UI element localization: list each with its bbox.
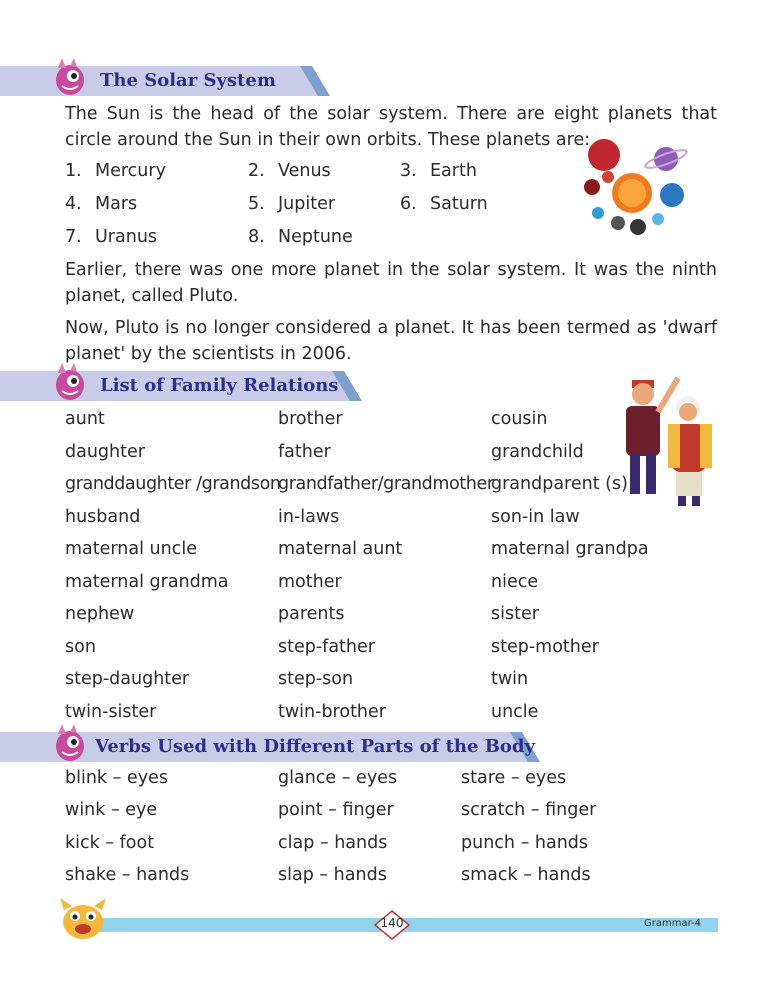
relation-word: parents	[278, 604, 345, 624]
relation-word: nephew	[65, 604, 135, 624]
planet-name: Neptune	[278, 227, 353, 247]
section-title: The Solar System	[100, 70, 276, 91]
relation-word: twin-brother	[278, 702, 386, 722]
relation-word: sister	[491, 604, 539, 624]
item-number: 4.	[65, 194, 82, 214]
page-number-badge	[374, 910, 410, 944]
verb-pair: shake – hands	[65, 865, 190, 885]
relation-word: uncle	[491, 702, 539, 722]
planet-name: Earth	[430, 161, 477, 181]
page-number: 140	[380, 916, 404, 930]
item-number: 1.	[65, 161, 82, 181]
item-number: 7.	[65, 227, 82, 247]
verb-pair: slap – hands	[278, 865, 387, 885]
relation-word: in-laws	[278, 507, 340, 527]
relation-word: twin-sister	[65, 702, 157, 722]
relation-word: step-mother	[491, 637, 599, 657]
relation-word: son	[65, 637, 96, 657]
item-number: 2.	[248, 161, 265, 181]
verb-pair: glance – eyes	[278, 768, 398, 788]
dwarf-planet-paragraph: Now, Pluto is no longer considered a planet. It has been termed as 'dwarf planet' by the scientists in 2006.	[65, 318, 717, 364]
item-number: 5.	[248, 194, 265, 214]
relation-word: niece	[491, 572, 539, 592]
monster-mascot-icon	[50, 363, 88, 407]
relation-word: husband	[65, 507, 141, 527]
planet-name: Venus	[278, 161, 331, 181]
verb-pair: clap – hands	[278, 833, 388, 853]
planet-name: Uranus	[95, 227, 158, 247]
solar-intro-paragraph: The Sun is the head of the solar system. There are eight planets that circle around the Sun in their own orbits. These planets are:	[65, 104, 717, 150]
relation-word: twin	[491, 669, 529, 689]
relation-word: step-daughter	[65, 669, 190, 689]
verb-pair: blink – eyes	[65, 768, 168, 788]
monster-mascot-icon	[50, 58, 88, 102]
relation-word: granddaughter /grandson	[65, 474, 281, 494]
relation-word: mother	[278, 572, 342, 592]
verb-pair: smack – hands	[461, 865, 591, 885]
verb-pair: wink – eye	[65, 800, 158, 820]
solar-system-illustration	[580, 135, 690, 249]
planet-name: Jupiter	[278, 194, 336, 214]
relation-word: grandparent (s)	[491, 474, 628, 494]
verb-pair: scratch – finger	[461, 800, 597, 820]
planet-name: Mars	[95, 194, 138, 214]
verb-pair: punch – hands	[461, 833, 589, 853]
relation-word: maternal grandma	[65, 572, 229, 592]
verb-pair: point – finger	[278, 800, 394, 820]
relation-word: step-father	[278, 637, 375, 657]
relation-word: son-in law	[491, 507, 580, 527]
relation-word: cousin	[491, 409, 548, 429]
item-number: 8.	[248, 227, 265, 247]
pluto-paragraph: Earlier, there was one more planet in the solar system. It was the ninth planet, called Pluto.	[65, 260, 717, 306]
relation-word: daughter	[65, 442, 145, 462]
verb-pair: stare – eyes	[461, 768, 567, 788]
relation-word: aunt	[65, 409, 105, 429]
item-number: 3.	[400, 161, 417, 181]
planet-name: Mercury	[95, 161, 166, 181]
section-title: List of Family Relations	[100, 375, 339, 396]
relation-word: brother	[278, 409, 343, 429]
section-title: Verbs Used with Different Parts of the Body	[95, 736, 535, 757]
grandparents-illustration	[612, 368, 722, 512]
relation-word: step-son	[278, 669, 354, 689]
relation-word: maternal uncle	[65, 539, 197, 559]
relation-word: maternal aunt	[278, 539, 403, 559]
book-title: Grammar-4	[644, 918, 702, 929]
monster-mascot-icon	[50, 724, 88, 768]
relation-word: grandchild	[491, 442, 584, 462]
relation-word: father	[278, 442, 331, 462]
relation-word: maternal grandpa	[491, 539, 649, 559]
relation-word: grandfather/grandmother	[278, 474, 494, 494]
planet-name: Saturn	[430, 194, 488, 214]
footer-mascot-icon	[58, 896, 108, 946]
item-number: 6.	[400, 194, 417, 214]
verb-pair: kick – foot	[65, 833, 155, 853]
